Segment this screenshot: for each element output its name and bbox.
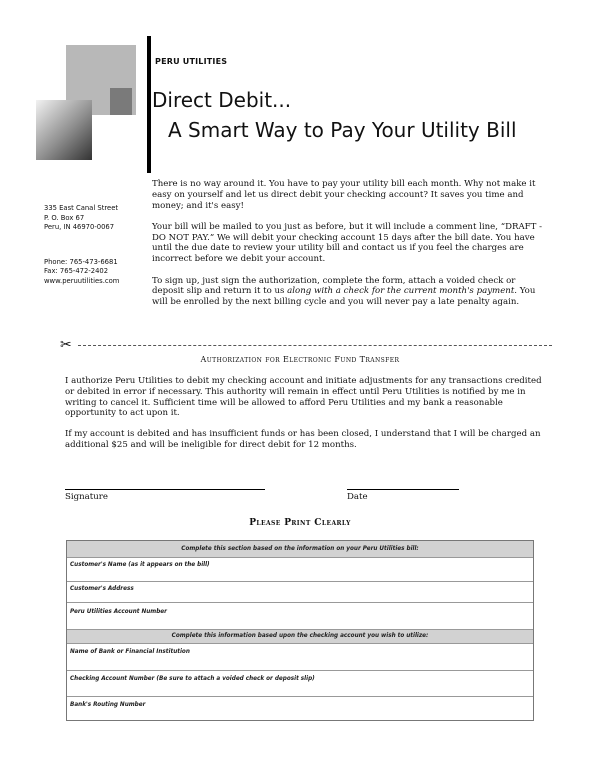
address-city: Peru, IN 46970-0067 xyxy=(44,223,115,232)
authorization-paragraph-1: I authorize Peru Utilities to debit my checking account and initiate adjustments for any transactions credited or debited in error if necessary. This authority will remain in effect until Peru Utilities is notified by me in writing to cancel it. Sufficient time will be allowed to afford Peru Utilities and my bank a reasonable opportunity to act upon it. xyxy=(65,376,542,419)
signature-label: Signature xyxy=(65,492,108,502)
address-po-box: P. O. Box 67 xyxy=(44,213,85,222)
account-number-field[interactable]: Peru Utilities Account Number xyxy=(67,602,533,629)
title-line-1: Direct Debit... xyxy=(152,88,292,112)
authorization-text xyxy=(65,376,543,461)
customer-address-field[interactable]: Customer's Address xyxy=(67,581,533,602)
cut-line xyxy=(78,345,552,346)
date-label: Date xyxy=(347,492,368,502)
intro-paragraph-1: There is no way around it. You have to pay your utility bill each month. Why not make it easy on yourself and let us direct debit your checking account? It saves you time and money; and it's easy! xyxy=(152,179,536,211)
payment-emphasis: along with a check for the current month's payment. xyxy=(287,286,518,297)
intro-paragraph-2: Your bill will be mailed to you just as before, but it will include a comment line, “DRAFT - DO NOT PAY.” We will debit your checking account 15 days after the bill date. You have until the due date to review your utility bill and contact us if you feel the charges are incorrect before we debit your account. xyxy=(152,221,543,265)
authorization-paragraph-2: If my account is debited and has insufficient funds or has been closed, I understand that I will be charged an additional $25 and will be ineligible for direct debit for 12 months. xyxy=(65,429,541,450)
contact-phone: Phone: 765-473-6681 xyxy=(44,257,118,266)
date-line[interactable] xyxy=(347,489,459,490)
scissors-icon: ✂ xyxy=(60,337,72,353)
address-street: 335 East Canal Street xyxy=(44,204,119,212)
intro-paragraph-3: To sign up, just sign the authorization, complete the form, attach a voided check or deposit slip and return it to us along with a check for the current month's payment. You will be enrolled by the next billing cycle and you will never pay a late penalty again. xyxy=(152,275,536,308)
intro-text xyxy=(152,179,544,318)
contact-address xyxy=(44,204,119,287)
enrollment-form xyxy=(66,540,534,721)
title-line-2: A Smart Way to Pay Your Utility Bill xyxy=(168,118,517,142)
checking-account-field[interactable]: Checking Account Number (Be sure to attach a voided check or deposit slip) xyxy=(67,670,533,696)
section-2-header: Complete this information based upon the checking account you wish to utilize: xyxy=(67,629,533,643)
authorization-title: Authorization for Electronic Fund Transfer xyxy=(200,355,400,364)
section-1-header: Complete this section based on the information on your Peru Utilities bill: xyxy=(67,541,533,557)
header-divider xyxy=(147,36,151,173)
contact-fax: Fax: 765-472-2402 xyxy=(44,267,109,276)
contact-web: www.peruutilities.com xyxy=(44,276,120,285)
please-print-heading: Please Print Clearly xyxy=(249,518,351,528)
routing-number-field[interactable]: Bank's Routing Number xyxy=(67,696,533,721)
company-name: PERU UTILITIES xyxy=(155,57,228,66)
customer-name-field[interactable]: Customer's Name (as it appears on the bill) xyxy=(67,557,533,581)
bank-name-field[interactable]: Name of Bank or Financial Institution xyxy=(67,643,533,670)
logo-square-dark xyxy=(110,88,132,115)
signature-line[interactable] xyxy=(65,489,265,490)
logo-square-gradient xyxy=(36,100,92,160)
